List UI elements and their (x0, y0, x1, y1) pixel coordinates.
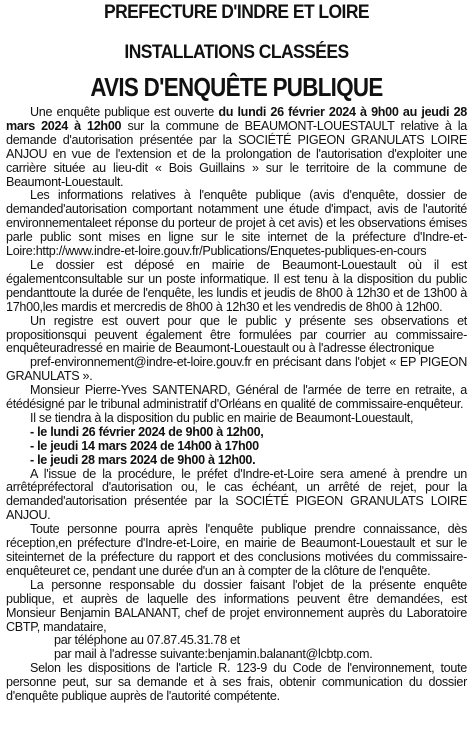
installations-title: INSTALLATIONS CLASSÉES (124, 42, 349, 63)
permanence-date: - le jeudi 14 mars 2024 de 14h00 à 17h00 (30, 438, 259, 453)
notice-body (6, 106, 467, 704)
paragraph-commissioner: Monsieur Pierre-Yves SANTENARD, Général de l'armée de terre en retraite, a étédésigné par le tribunal administratif d'Orléans en qualité de commissaire-enquêteur. (6, 383, 467, 412)
paragraph-dossier: Le dossier est déposé en mairie de Beaumont-Louestault où il est égalementconsultable sur un poste informatique. Il est tenu à la disposition du public pendanttoute la durée de l'enquête, les lundis et jeudis de 8h00 à 12h30 et de 13h00 à 17h00,les mardis et mercredis de 8h00 à 12h30 et les vendredis de 8h00 à 12h00. (6, 257, 467, 314)
opening-text: Une enquête publique est ouverte (30, 105, 219, 119)
paragraph-decision: A l'issue de la procédure, le préfet d'Indre-et-Loire sera amené à prendre un arrêtépréfectoral d'autorisation ou, le cas échéant, un arrêté de rejet, pour la demanded'autorisation présentée par la SOCIÉTÉ PIGEON GRANULATS LOIRE ANJOU. (6, 466, 467, 523)
prefecture-title: PREFECTURE D'INDRE ET LOIRE (103, 2, 370, 23)
paragraph-online-info: Les informations relatives à l'enquête publique (avis d'enquête, dossier de demanded'autorisation comportant notamment une étude d'impact, avis de l'autorité environnementaleet réponse du porteur de projet à cet avis) et les observations émises parle public sont mises en ligne sur le site internet de la préfecture d'Indre-et-Loire:http://www.indre-et-loire.gouv.fr/Publications/Enquetes-publiques-en-cours (6, 188, 467, 259)
permanence-date: - le jeudi 28 mars 2024 de 9h00 à 12h00. (30, 452, 256, 467)
paragraph-report: Toute personne pourra après l'enquête publique prendre connaissance, dès réception,en préfecture d'Indre-et-Loire, en mairie de Beaumont-Louestault et sur le siteinternet de la préfecture du rapport et des conclusions motivées du commissaire-enquêteuret ce, pendant une durée d'un an à compter de la clôture de l'enquête. (6, 522, 467, 578)
notice-page (0, 2, 473, 737)
paragraph-phone: par téléphone au 07.87.45.31.78 et (54, 633, 240, 648)
paragraph-register: Un registre est ouvert pour que le public y présente ses observations et propositionsqui peuvent également être formulées par courrier au commissaire-enquêteuradressé en mairie de Beaumont-Louestault ou à l'adresse électronique (6, 313, 467, 356)
opening-details: sur la commune de BEAUMONT-LOUESTAULT relative à la demande d'autorisation présentée par la SOCIÉTÉ PIGEON GRANULATS LOIRE ANJOU en vue de l'extension et de la prolongation de l'autorisation d'exploiter une carrière située au lieu-dit « Bois Guillains » sur le territoire de la commune de Beaumont-Louestault. (6, 118, 468, 189)
enquiry-period: du lundi 26 février 2024 à 9h00 au jeudi 28 mars 2024 à 12h00 (6, 105, 468, 133)
permanence-date: - le lundi 26 février 2024 de 9h00 à 12h00, (30, 424, 264, 439)
paragraph-legal: Selon les dispositions de l'article R. 123-9 du Code de l'environnement, toute personne peut, sur sa demande et à ses frais, obtenir communication du dossier d'enquête publique auprès de l'autorité compétente. (6, 661, 467, 704)
paragraph-mail: par mail à l'adresse suivante:benjamin.balanant@lcbtp.com. (54, 647, 373, 662)
notice-title: AVIS D'ENQUÊTE PUBLIQUE (90, 72, 383, 102)
paragraph-email: pref-environnement@indre-et-loire.gouv.fr en précisant dans l'objet « EP PIGEON GRANULATS ». (6, 355, 467, 384)
paragraph-contact: La personne responsable du dossier faisant l'objet de la présente enquête publique, et auprès de laquelle des informations peuvent être demandées, est Monsieur Benjamin BALANANT, chef de projet environnement auprès du Laboratoire CBTP, mandataire, (6, 577, 467, 634)
paragraph-availability: Il se tiendra à la disposition du public en mairie de Beaumont-Louestault, (30, 410, 414, 425)
paragraph-opening (6, 106, 467, 189)
